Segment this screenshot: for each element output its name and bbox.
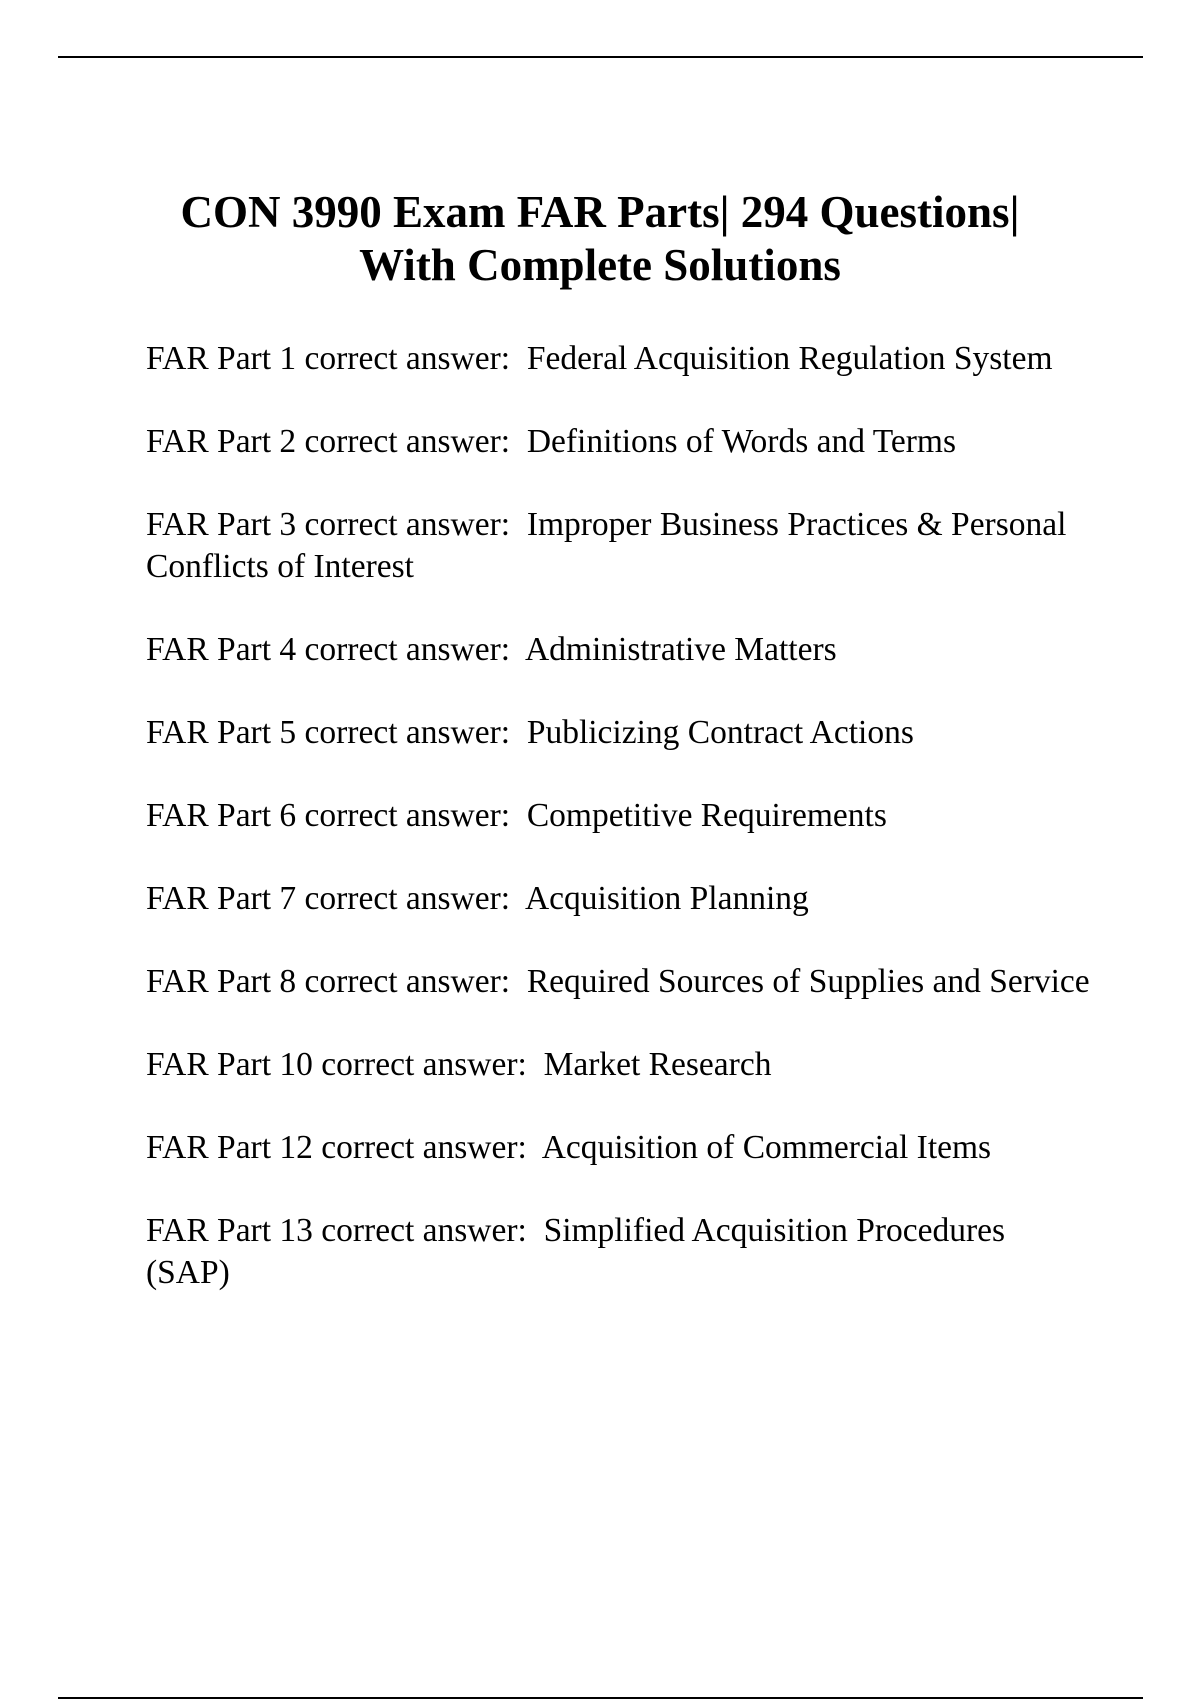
question-text: FAR Part 13 correct answer: [146, 1212, 527, 1249]
qa-list [146, 338, 1096, 1335]
answer-text: Simplified Acquisition Procedures (SAP) [146, 1212, 1014, 1291]
answer-text: Federal Acquisition Regulation System [526, 340, 1053, 377]
qa-item [146, 1044, 1096, 1086]
qa-item [146, 712, 1096, 754]
bottom-rule [58, 1697, 1143, 1699]
qa-item [146, 1210, 1096, 1294]
question-text: FAR Part 8 correct answer: [146, 963, 511, 1000]
question-text: FAR Part 2 correct answer: [146, 423, 511, 460]
qa-item [146, 878, 1096, 920]
page-title [100, 186, 1100, 292]
answer-text: Acquisition of Commercial Items [541, 1129, 992, 1166]
answer-text: Definitions of Words and Terms [526, 423, 956, 460]
answer-text: Publicizing Contract Actions [526, 714, 914, 751]
question-text: FAR Part 4 correct answer: [146, 631, 511, 668]
answer-text: Market Research [543, 1046, 772, 1083]
question-text: FAR Part 6 correct answer: [146, 797, 511, 834]
qa-item [146, 1127, 1096, 1169]
top-rule [58, 56, 1143, 58]
title-line-2: With Complete Solutions [359, 240, 841, 290]
qa-item [146, 795, 1096, 837]
qa-item [146, 629, 1096, 671]
question-text: FAR Part 5 correct answer: [146, 714, 511, 751]
answer-text: Competitive Requirements [526, 797, 887, 834]
qa-item [146, 961, 1096, 1003]
question-text: FAR Part 12 correct answer: [146, 1129, 527, 1166]
qa-item [146, 338, 1096, 380]
title-line-1: CON 3990 Exam FAR Parts| 294 Questions| [180, 187, 1020, 237]
question-text: FAR Part 10 correct answer: [146, 1046, 527, 1083]
qa-item [146, 421, 1096, 463]
answer-text: Acquisition Planning [524, 880, 809, 917]
question-text: FAR Part 3 correct answer: [146, 506, 511, 543]
question-text: FAR Part 1 correct answer: [146, 340, 511, 377]
answer-text: Improper Business Practices & Personal Conflicts of Interest [146, 506, 1075, 585]
answer-text: Administrative Matters [524, 631, 837, 668]
answer-text: Required Sources of Supplies and Service [526, 963, 1090, 1000]
question-text: FAR Part 7 correct answer: [146, 880, 511, 917]
qa-item [146, 504, 1096, 588]
